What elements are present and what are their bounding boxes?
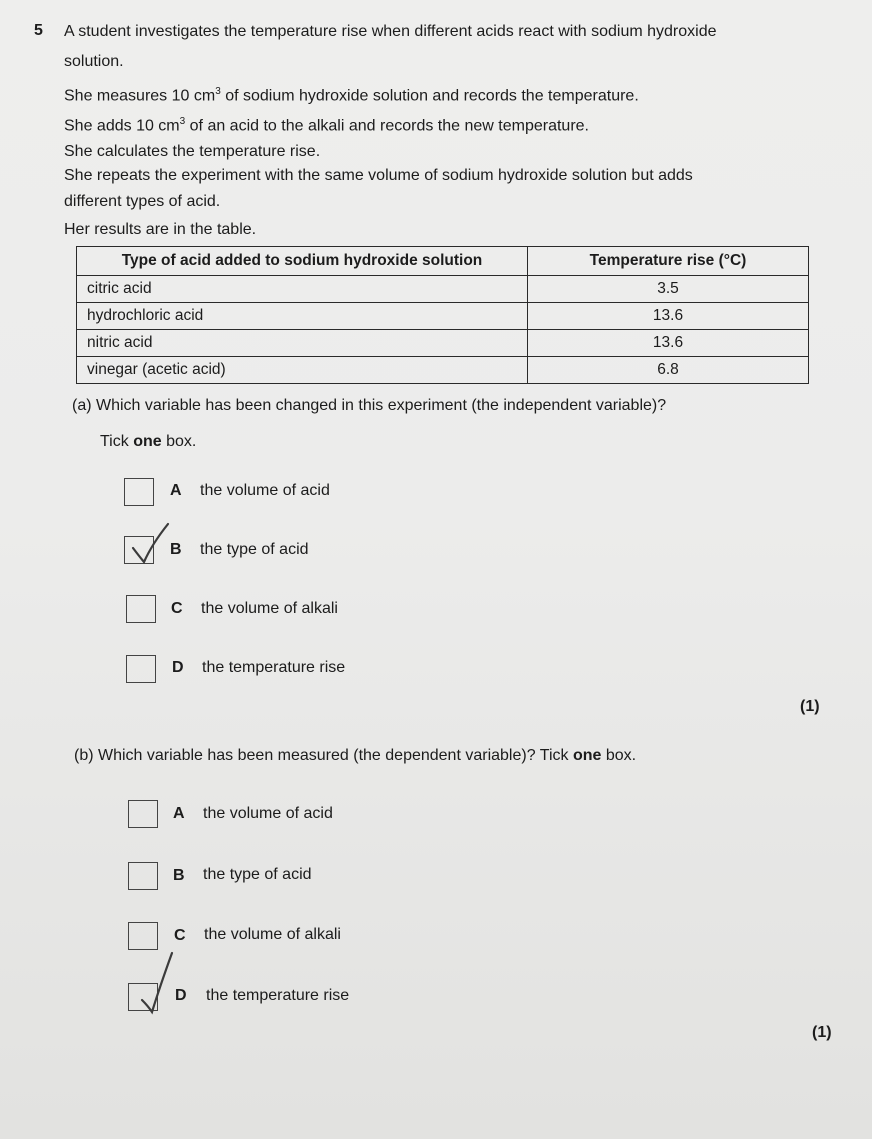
table-row — [77, 276, 809, 303]
repeats-line-2: different types of acid. — [64, 193, 221, 210]
table-row — [77, 303, 809, 330]
part-b-checkbox-b[interactable] — [128, 862, 158, 890]
header-temperature-rise: Temperature rise (°C) — [528, 247, 809, 276]
option-text: the type of acid — [203, 866, 312, 883]
adds-unit-power: 3 — [179, 116, 186, 127]
part-b-question — [74, 746, 636, 766]
option-letter: A — [173, 805, 185, 822]
measures-sentence — [64, 82, 639, 106]
option-letter: C — [174, 927, 186, 944]
adds-before: She adds — [64, 117, 137, 135]
measures-unit-power: 3 — [215, 86, 221, 97]
measures-after: of sodium hydroxide solution and records the temperature. — [220, 87, 639, 105]
calculates-sentence: She calculates the temperature rise. — [64, 143, 321, 160]
adds-amount: 10 cm — [136, 117, 180, 135]
instruction-after: box. — [161, 433, 197, 450]
results-intro: Her results are in the table. — [64, 221, 257, 238]
option-text: the volume of alkali — [204, 926, 341, 943]
instruction-before: Tick — [100, 433, 134, 450]
part-a-checkbox-c[interactable] — [126, 595, 156, 623]
option-text: the temperature rise — [206, 987, 350, 1004]
rise-cell: 6.8 — [528, 357, 809, 384]
part-a-checkbox-a[interactable] — [124, 478, 154, 506]
part-a-marks: (1) — [800, 698, 820, 715]
part-a-instruction — [100, 432, 196, 452]
measures-amount: 10 cm — [171, 87, 216, 105]
question-before: (b) Which variable has been measured (the dependent variable)? Tick — [74, 747, 573, 764]
adds-after: of an acid to the alkali and records the new temperature. — [185, 117, 589, 135]
acid-cell: vinegar (acetic acid) — [77, 357, 528, 384]
repeats-line-1: She repeats the experiment with the same volume of sodium hydroxide solution but adds — [64, 167, 693, 184]
measures-before: She measures — [64, 87, 172, 105]
rise-cell: 13.6 — [528, 303, 809, 330]
part-a-checkbox-d[interactable] — [126, 655, 156, 683]
acid-cell: hydrochloric acid — [77, 303, 528, 330]
header-acid-type: Type of acid added to sodium hydroxide solution — [77, 247, 528, 276]
acid-cell: nitric acid — [77, 330, 528, 357]
part-a-question: (a) Which variable has been changed in this experiment (the independent variable)? — [72, 397, 667, 414]
rise-cell: 3.5 — [528, 276, 809, 303]
part-b-checkbox-a[interactable] — [128, 800, 158, 828]
option-letter: B — [170, 541, 182, 558]
table-row — [77, 330, 809, 357]
tick-mark-icon — [138, 950, 178, 1016]
option-letter: D — [175, 987, 187, 1004]
instruction-bold: one — [133, 433, 162, 450]
table-header-row — [77, 247, 809, 276]
option-text: the volume of acid — [203, 805, 333, 822]
question-number: 5 — [34, 22, 43, 39]
acid-cell: citric acid — [77, 276, 528, 303]
results-table — [76, 246, 809, 384]
table-row — [77, 357, 809, 384]
part-b-checkbox-c[interactable] — [128, 922, 158, 950]
question-bold: one — [572, 747, 602, 764]
option-text: the type of acid — [200, 541, 309, 558]
question-after: box. — [601, 747, 637, 764]
intro-line-1: A student investigates the temperature rise when different acids react with sodium hydroxide — [64, 23, 717, 40]
intro-line-2: solution. — [64, 53, 124, 70]
rise-cell: 13.6 — [528, 330, 809, 357]
option-letter: B — [173, 867, 185, 884]
option-text: the temperature rise — [202, 659, 346, 676]
option-letter: C — [171, 600, 183, 617]
option-letter: A — [170, 482, 182, 499]
option-letter: D — [172, 659, 184, 676]
option-text: the volume of acid — [200, 482, 330, 499]
adds-sentence — [64, 112, 589, 136]
part-b-marks: (1) — [812, 1024, 832, 1041]
option-text: the volume of alkali — [201, 600, 338, 617]
